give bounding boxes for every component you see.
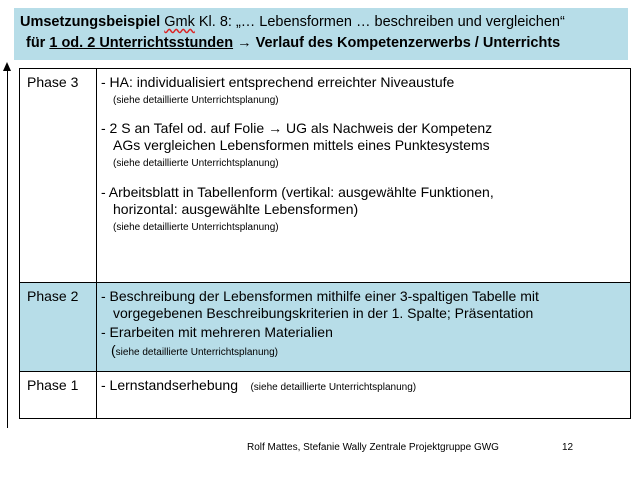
- phase-1-row: [20, 371, 630, 418]
- phase-2-label: Phase 2: [27, 288, 79, 304]
- title-line2-prefix: für: [26, 35, 50, 51]
- phase-2-item-2-paren: (: [111, 342, 116, 358]
- phase-2-item-1-line-1: - Beschreibung der Lebensformen mithilfe einer 3-spaltigen Tabelle mit: [101, 288, 539, 304]
- title-box: [14, 8, 628, 60]
- phase-2-content: [101, 288, 626, 360]
- phase-3-item-2-ref: (siehe detaillierte Unterrichtsplanung): [113, 158, 279, 169]
- phase-1-content: [101, 377, 626, 395]
- title-lesson-count: 1 od. 2 Unterrichtsstunden: [49, 35, 234, 51]
- phase-1-item-1: - Lernstandserhebung: [101, 377, 238, 393]
- progress-arrow-line: [7, 68, 8, 428]
- phase-3-item-3-ref: (siehe detaillierte Unterrichtsplanung): [113, 222, 279, 233]
- phase-3-item-3-line-2: horizontal: ausgewählte Lebensformen): [113, 201, 359, 217]
- phase-3-item-2-line-1: - 2 S an Tafel od. auf Folie → UG als Nachweis der Kompetenz: [101, 120, 493, 136]
- title-topic: Kl. 8: „… Lebensformen … beschreiben und vergleichen“: [194, 14, 565, 30]
- phase-1-item-1-ref: (siehe detaillierte Unterrichtsplanung): [250, 382, 417, 393]
- title-line-1: [20, 12, 622, 33]
- phase-3-content: [101, 74, 626, 234]
- phase-2-item-2-ref: siehe detaillierte Unterrichtsplanung): [115, 347, 278, 358]
- phase-3-item-2-line-2: AGs vergleichen Lebensformen mittels eines Punktesystems: [113, 137, 490, 153]
- title-bold-prefix: Umsetzungsbeispiel: [20, 14, 161, 30]
- phase-3-label: Phase 3: [27, 74, 79, 90]
- title-subject: Gmk: [164, 14, 195, 30]
- phase-3-item-3-line-1: - Arbeitsblatt in Tabellenform (vertikal: ausgewählte Funktionen,: [101, 184, 494, 200]
- column-divider: [96, 69, 97, 282]
- column-divider: [96, 372, 97, 418]
- column-divider: [96, 283, 97, 371]
- title-line2-rest: Verlauf des Kompetenzerwerbs / Unterrichts: [255, 35, 561, 51]
- phase-1-label: Phase 1: [27, 377, 79, 393]
- phase-3-item-1-ref: (siehe detaillierte Unterrichtsplanung): [113, 95, 279, 106]
- phase-2-item-2: - Erarbeiten mit mehreren Materialien: [101, 324, 333, 340]
- phase-table: [19, 68, 631, 419]
- phase-3-row: [20, 69, 630, 282]
- page-number: 12: [562, 442, 574, 453]
- phase-2-item-1-line-2: vorgegebenen Beschreibungskriterien in der 1. Spalte; Präsentation: [113, 305, 534, 321]
- footer-authors: Rolf Mattes, Stefanie Wally Zentrale Projektgruppe GWG: [247, 442, 499, 453]
- phase-2-item-2-ref-line: [101, 342, 626, 360]
- title-line-2: [20, 33, 622, 54]
- title-arrow: →: [233, 35, 256, 51]
- phase-3-item-1: - HA: individualisiert entsprechend erreichter Niveaustufe: [101, 74, 455, 90]
- phase-2-row: [20, 282, 630, 371]
